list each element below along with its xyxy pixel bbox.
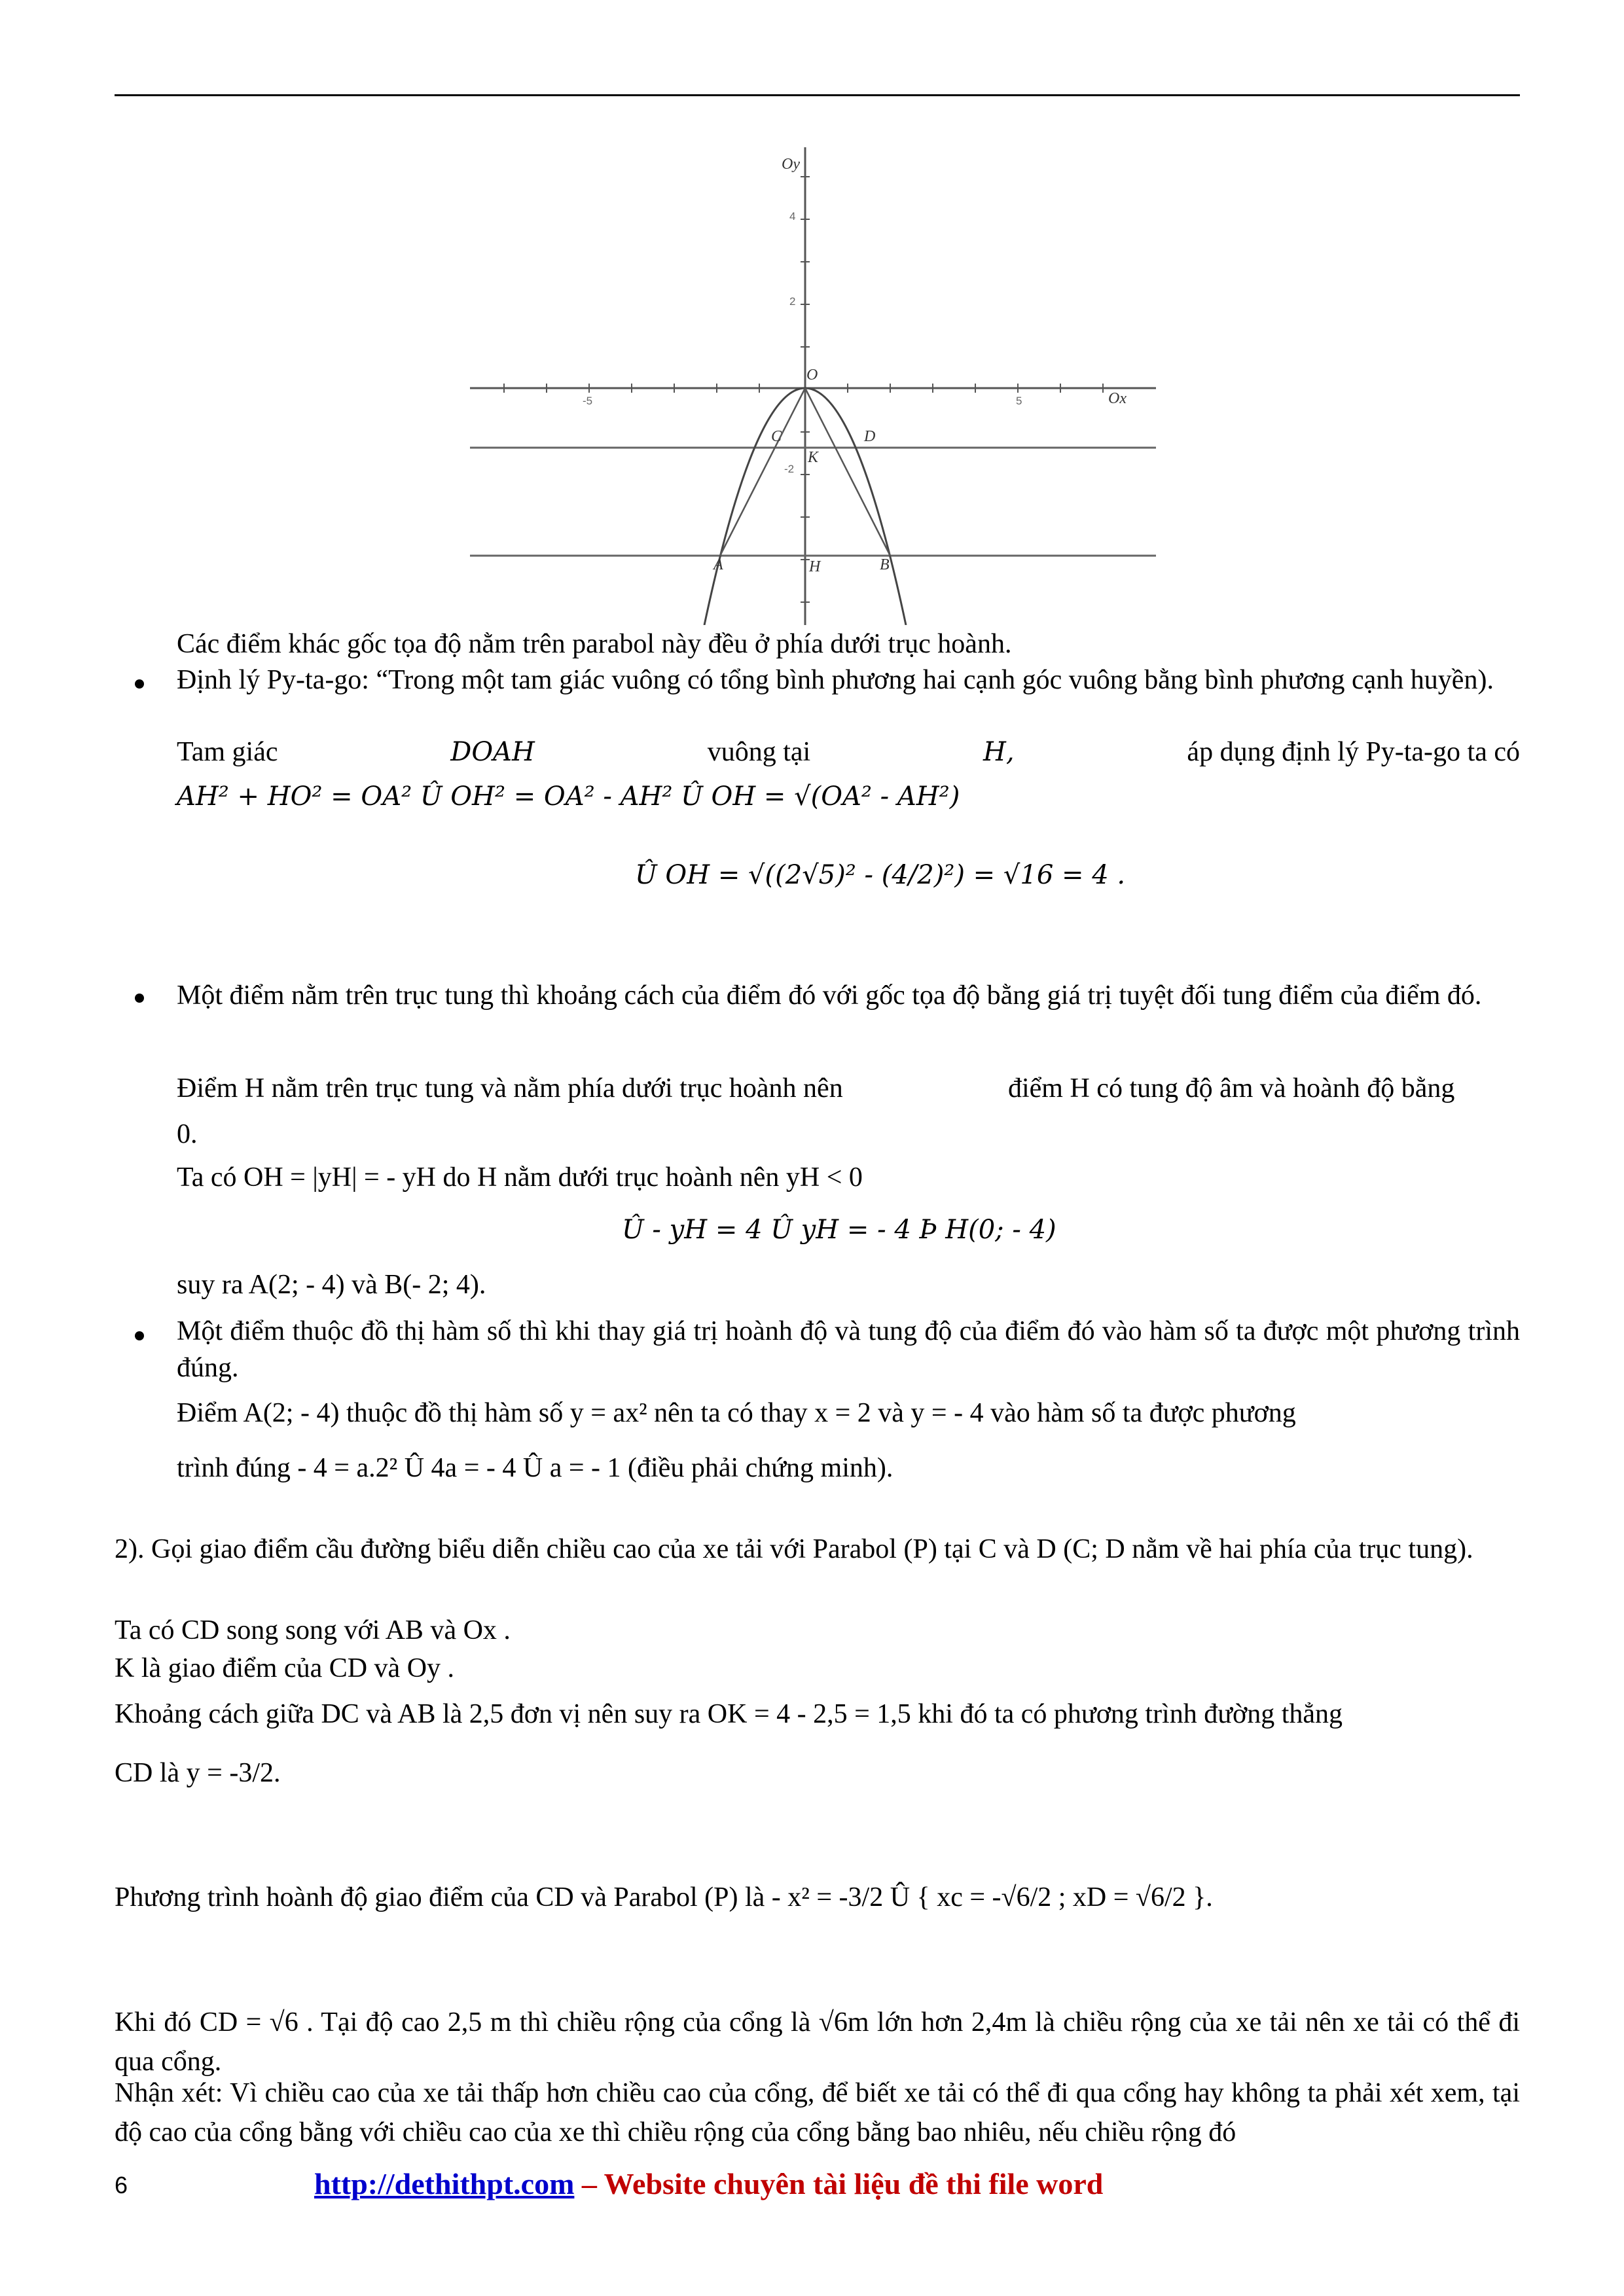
part2-intersection: Phương trình hoành độ giao điểm của CD và Parabol (P) là - x² = -3/2 Û { xc = -√6/2 ; xD = √6/2 }. [115,1882,1213,1912]
triangle-text-3: áp dụng định lý Py-ta-go ta có [1187,737,1520,767]
part2-intro: 2). Gọi giao điểm cầu đường biểu diễn chiều cao của xe tải với Parabol (P) tại C và D (C; D nằm về hai phía của trục tung). [115,1534,1473,1564]
pythagoras-statement: Định lý Py-ta-go: “Trong một tam giác vuông có tổng bình phương hai cạnh góc vuông bằng bình phương cạnh huyền). [177,665,1494,695]
label-b: B [880,556,890,573]
label-h: H [809,558,821,575]
vertex-h: H, [983,737,1015,767]
equation-1: AH² + HO² = OA² Û OH² = OA² - AH² Û OH = √(OA² - AH²) [177,781,960,812]
parabola-graph [470,137,1156,625]
tick-5: 5 [1016,395,1022,407]
part2-conclusion: Khi đó CD = √6 . Tại độ cao 2,5 m thì chiều rộng của cổng là √6m lớn hơn 2,4m là chiều rộng của xe tải nên xe tải có thể đi qua cổng. [115,2007,1520,2077]
part2-remark: Nhận xét: Vì chiều cao của xe tải thấp hơn chiều cao của cổng, để biết xe tải có thể đi qua cổng hay không ta phải xét xem, tại độ cao của cổng bằng với chiều cao của xe thì chiều rộng của cổng bằng bao nhiêu, nếu chiều rộng đó [115,2078,1520,2147]
label-k: K [808,449,819,466]
point-a-text: Điểm A(2; - 4) thuộc đồ thị hàm số y = ax² nên ta có thay x = 2 và y = - 4 vào hàm số ta được phương [177,1398,1296,1428]
footer-tagline: – Website chuyên tài liệu đề thi file word [574,2167,1104,2200]
label-a: A [713,556,723,573]
label-o: O [806,367,818,384]
tick-minus5: -5 [583,395,593,407]
label-d: D [864,428,876,445]
tick-minus2: -2 [784,463,795,475]
equation-2: Û OH = √((2√5)² - (4/2)²) = √16 = 4 . [635,860,1126,890]
part2-point-k: K là giao điểm của CD và Oy . [115,1653,455,1683]
points-ab: suy ra A(2; - 4) và B(- 2; 4). [177,1270,486,1300]
point-h-text-c: 0. [177,1119,198,1149]
point-h-text-b: điểm H có tung độ âm và hoành độ bằng [1008,1073,1455,1103]
triangle-line [177,733,1520,771]
segment-ob [805,388,890,556]
paragraph-below-axis: Các điểm khác gốc tọa độ nằm trên parabol này đều ở phía dưới trục hoành. [177,629,1012,659]
tick-4: 4 [789,210,796,223]
tick-2: 2 [789,295,796,308]
point-h-text-a: Điểm H nằm trên trục tung và nằm phía dưới trục hoành nên [177,1073,843,1103]
part2-parallel: Ta có CD song song với AB và Ox . [115,1615,511,1645]
bullet-3 [135,1331,144,1340]
triangle-text-1: Tam giác [177,737,278,767]
proof-conclusion: trình đúng - 4 = a.2² Û 4a = - 4 Û a = - 1 (điều phải chứng minh). [177,1453,893,1483]
triangle-text-2: vuông tại [707,737,811,767]
label-ox: Ox [1108,390,1127,407]
footer-banner [314,2166,1103,2201]
label-c: C [771,428,782,445]
triangle-symbol: DOAH [450,737,535,767]
equation-3: Û - yH = 4 Û yH = - 4 Þ H(0; - 4) [622,1215,1056,1245]
footer-link[interactable]: http://dethithpt.com [314,2167,575,2200]
label-oy: Oy [782,156,800,173]
part2-cd-equation: CD là y = -3/2. [115,1758,281,1788]
vertical-axis-statement: Một điểm nằm trên trục tung thì khoảng cách của điểm đó với gốc tọa độ bằng giá trị tuyệt đối tung điểm của điểm đó. [177,980,1482,1011]
graph-point-statement: Một điểm thuộc đồ thị hàm số thì khi thay giá trị hoành độ và tung độ của điểm đó vào hàm số ta được một phương trình đúng. [177,1316,1520,1383]
page-number: 6 [115,2172,128,2198]
part2-distance: Khoảng cách giữa DC và AB là 2,5 đơn vị nên suy ra OK = 4 - 2,5 = 1,5 khi đó ta có phương trình đường thẳng [115,1699,1343,1729]
header-rule [115,94,1520,96]
bullet-2 [135,994,144,1003]
oh-statement: Ta có OH = |yH| = - yH do H nằm dưới trục hoành nên yH < 0 [177,1162,863,1193]
bullet-1 [135,679,144,689]
